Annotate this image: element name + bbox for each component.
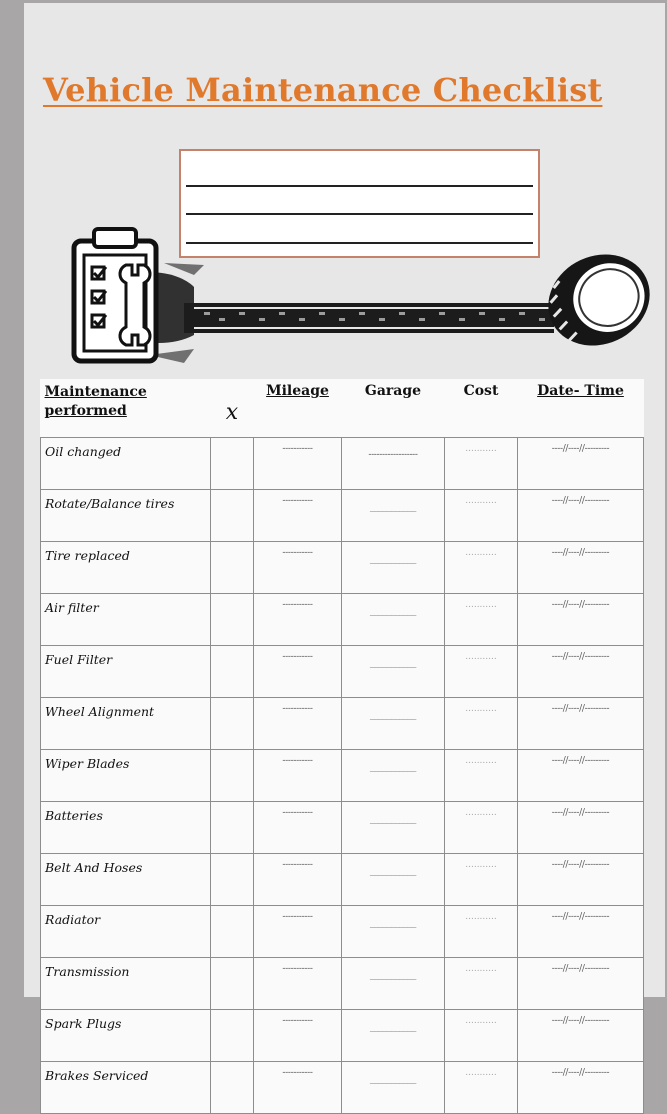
garage-cell[interactable]: ___________ xyxy=(342,1010,445,1062)
item-cell: Transmission xyxy=(41,958,211,1010)
table-row xyxy=(41,594,644,646)
cost-cell[interactable]: ........... xyxy=(445,438,518,490)
mileage-cell[interactable]: ----------- xyxy=(254,802,342,854)
header-illustration xyxy=(44,215,654,385)
check-cell[interactable] xyxy=(211,490,254,542)
mileage-cell[interactable]: ----------- xyxy=(254,958,342,1010)
name-line[interactable] xyxy=(186,185,533,187)
item-cell: Belt And Hoses xyxy=(41,854,211,906)
page-title: Vehicle Maintenance Checklist xyxy=(43,71,603,109)
check-cell[interactable] xyxy=(211,854,254,906)
header-mileage: Mileage xyxy=(266,383,329,399)
table-row xyxy=(41,958,644,1010)
garage-cell[interactable]: ___________ xyxy=(342,906,445,958)
check-cell[interactable] xyxy=(211,698,254,750)
cost-cell[interactable]: ........... xyxy=(445,1062,518,1114)
date-time-cell[interactable]: ----//----//--------- xyxy=(518,802,644,854)
check-cell[interactable] xyxy=(211,958,254,1010)
item-cell: Air filter xyxy=(41,594,211,646)
date-time-cell[interactable]: ----//----//--------- xyxy=(518,1062,644,1114)
item-cell: Batteries xyxy=(41,802,211,854)
garage-cell[interactable]: ___________ xyxy=(342,490,445,542)
cost-cell[interactable]: ........... xyxy=(445,594,518,646)
date-time-cell[interactable]: ----//----//--------- xyxy=(518,1010,644,1062)
table-row xyxy=(41,490,644,542)
mileage-cell[interactable]: ----------- xyxy=(254,594,342,646)
cost-cell[interactable]: ........... xyxy=(445,958,518,1010)
item-cell: Fuel Filter xyxy=(41,646,211,698)
garage-cell[interactable]: ___________ xyxy=(342,646,445,698)
date-time-cell[interactable]: ----//----//--------- xyxy=(518,542,644,594)
table-row xyxy=(41,646,644,698)
check-cell[interactable] xyxy=(211,1010,254,1062)
item-cell: Tire replaced xyxy=(41,542,211,594)
check-cell[interactable] xyxy=(211,906,254,958)
item-cell: Wiper Blades xyxy=(41,750,211,802)
mileage-cell[interactable]: ----------- xyxy=(254,1010,342,1062)
cost-cell[interactable]: ........... xyxy=(445,698,518,750)
check-cell[interactable] xyxy=(211,542,254,594)
check-cell[interactable] xyxy=(211,594,254,646)
cost-cell[interactable]: ........... xyxy=(445,490,518,542)
date-time-cell[interactable]: ----//----//--------- xyxy=(518,958,644,1010)
cost-cell[interactable]: ........... xyxy=(445,542,518,594)
garage-cell[interactable]: ___________ xyxy=(342,802,445,854)
table-row xyxy=(41,802,644,854)
table-row xyxy=(41,698,644,750)
header-check: x xyxy=(225,399,239,425)
check-cell[interactable] xyxy=(211,438,254,490)
date-time-cell[interactable]: ----//----//--------- xyxy=(518,438,644,490)
garage-cell[interactable]: ___________ xyxy=(342,542,445,594)
header-maintenance: Maintenance performed xyxy=(44,384,147,419)
checklist-page xyxy=(24,3,665,1084)
mileage-cell[interactable]: ----------- xyxy=(254,698,342,750)
cost-cell[interactable]: ........... xyxy=(445,802,518,854)
table-row xyxy=(41,1062,644,1114)
item-cell: Oil changed xyxy=(41,438,211,490)
header-cost: Cost xyxy=(463,383,499,399)
mileage-cell[interactable]: ----------- xyxy=(254,646,342,698)
mileage-cell[interactable]: ----------- xyxy=(254,750,342,802)
table-row xyxy=(41,438,644,490)
mileage-cell[interactable]: ----------- xyxy=(254,1062,342,1114)
check-cell[interactable] xyxy=(211,1062,254,1114)
cost-cell[interactable]: ........... xyxy=(445,750,518,802)
table-row xyxy=(41,542,644,594)
garage-cell[interactable]: ___________ xyxy=(342,594,445,646)
date-time-cell[interactable]: ----//----//--------- xyxy=(518,594,644,646)
garage-cell[interactable]: ___________ xyxy=(342,698,445,750)
mileage-cell[interactable]: ----------- xyxy=(254,906,342,958)
maintenance-table xyxy=(40,379,644,1114)
cost-cell[interactable]: ........... xyxy=(445,906,518,958)
mileage-cell[interactable]: ----------- xyxy=(254,438,342,490)
date-time-cell[interactable]: ----//----//--------- xyxy=(518,906,644,958)
table-row xyxy=(41,906,644,958)
mileage-cell[interactable]: ----------- xyxy=(254,542,342,594)
item-cell: Brakes Serviced xyxy=(41,1062,211,1114)
mileage-cell[interactable]: ----------- xyxy=(254,854,342,906)
table-row xyxy=(41,1010,644,1062)
cost-cell[interactable]: ........... xyxy=(445,646,518,698)
mileage-cell[interactable]: ----------- xyxy=(254,490,342,542)
garage-cell[interactable]: ___________ xyxy=(342,854,445,906)
check-cell[interactable] xyxy=(211,646,254,698)
header-garage: Garage xyxy=(364,383,422,399)
cost-cell[interactable]: ........... xyxy=(445,1010,518,1062)
header-date-time: Date- Time xyxy=(537,383,624,399)
clipboard-checklist-wrench-icon xyxy=(74,229,156,361)
item-cell: Wheel Alignment xyxy=(41,698,211,750)
garage-cell[interactable]: ___________ xyxy=(342,958,445,1010)
date-time-cell[interactable]: ----//----//--------- xyxy=(518,698,644,750)
garage-cell[interactable]: ___________ xyxy=(342,1062,445,1114)
cost-cell[interactable]: ........... xyxy=(445,854,518,906)
check-cell[interactable] xyxy=(211,750,254,802)
garage-cell[interactable]: ___________ xyxy=(342,750,445,802)
date-time-cell[interactable]: ----//----//--------- xyxy=(518,646,644,698)
table-header-row xyxy=(41,379,644,438)
date-time-cell[interactable]: ----//----//--------- xyxy=(518,854,644,906)
item-cell: Rotate/Balance tires xyxy=(41,490,211,542)
tire-track-icon xyxy=(139,238,654,363)
item-cell: Radiator xyxy=(41,906,211,958)
check-cell[interactable] xyxy=(211,802,254,854)
table-row xyxy=(41,750,644,802)
item-cell: Spark Plugs xyxy=(41,1010,211,1062)
garage-cell[interactable]: ------------------ xyxy=(342,438,445,490)
table-row xyxy=(41,854,644,906)
date-time-cell[interactable]: ----//----//--------- xyxy=(518,490,644,542)
date-time-cell[interactable]: ----//----//--------- xyxy=(518,750,644,802)
